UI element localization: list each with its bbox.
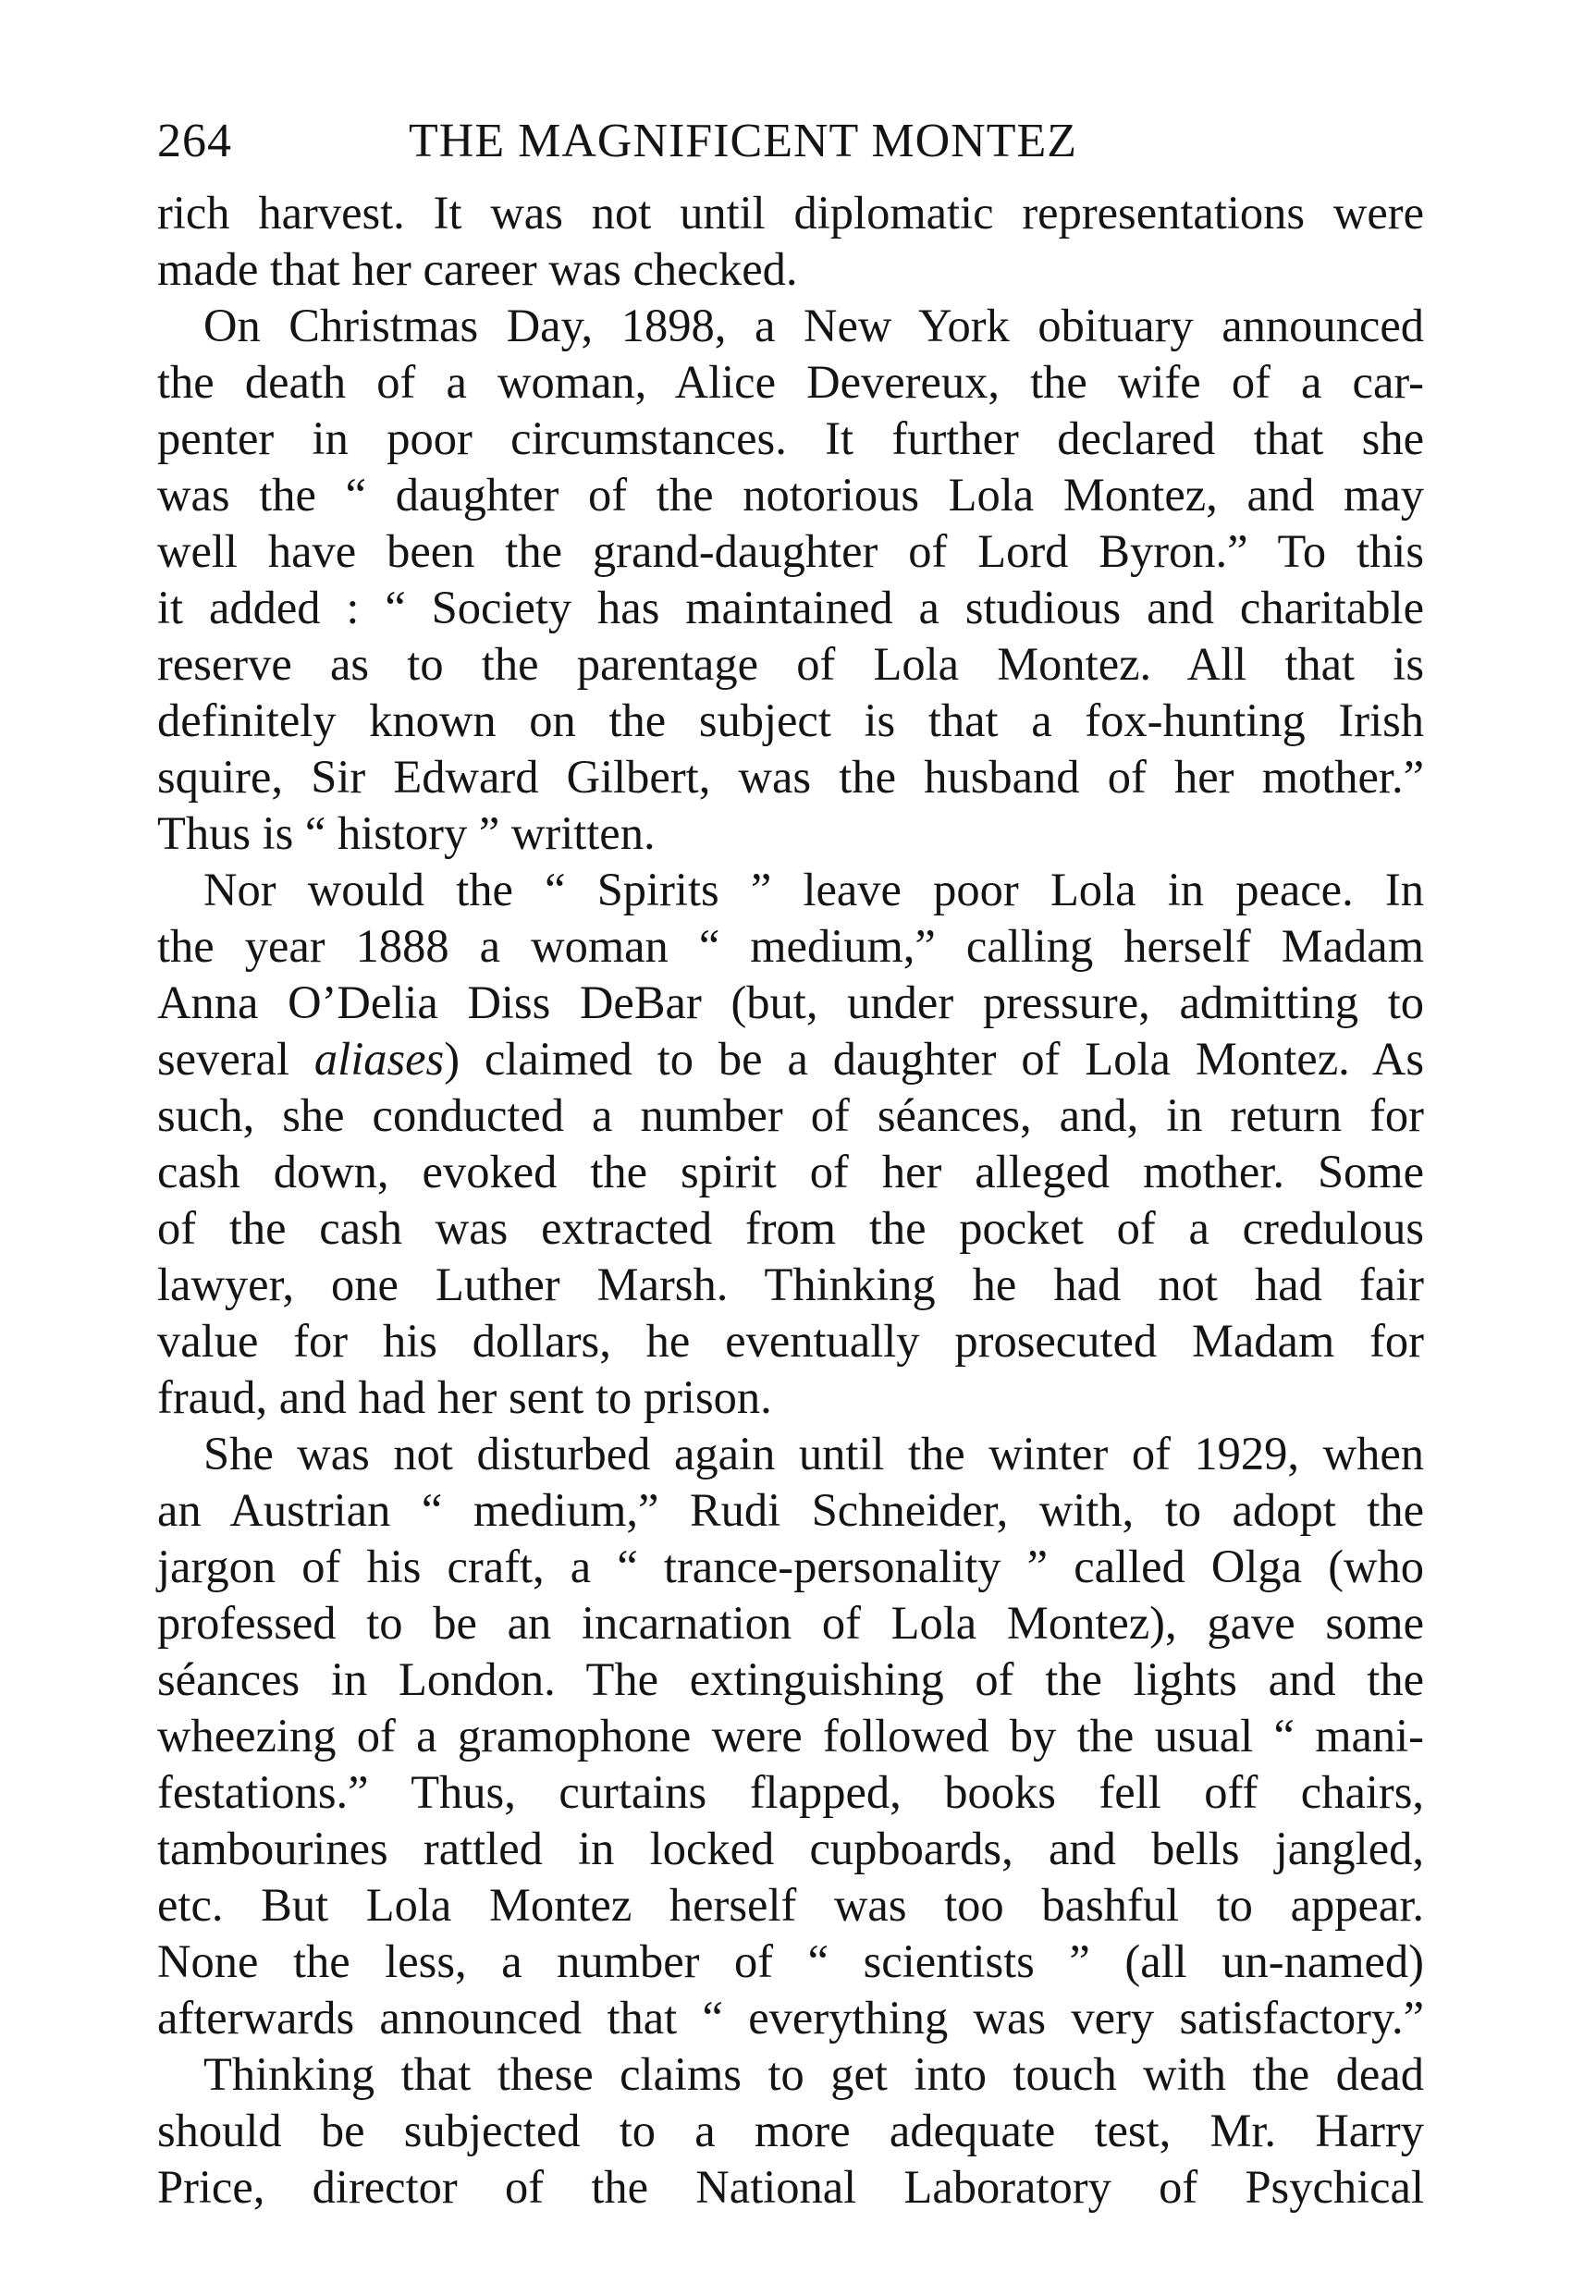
text-line: afterwards announced that “ everything was very satisfactory.” bbox=[157, 1992, 1424, 2044]
text-line: wheezing of a gramophone were followed by the usual “ mani- bbox=[157, 1710, 1424, 1762]
text-line: Thinking that these claims to get into touch with the dead bbox=[203, 2048, 1424, 2100]
text-line: professed to be an incarnation of Lola Montez), gave some bbox=[157, 1597, 1424, 1649]
text-line: well have been the grand-daughter of Lord Byron.” To this bbox=[157, 525, 1424, 577]
page-header bbox=[157, 109, 1424, 174]
text-line: Nor would the “ Spirits ” leave poor Lola in peace. In bbox=[203, 864, 1424, 915]
text-line: penter in poor circumstances. It further declared that she bbox=[157, 412, 1424, 464]
text-line: fraud, and had her sent to prison. bbox=[157, 1371, 772, 1423]
paragraph bbox=[157, 185, 1424, 298]
text-line: the year 1888 a woman “ medium,” calling herself Madam bbox=[157, 920, 1424, 972]
text-line: tambourines rattled in locked cupboards, and bells jangled, bbox=[157, 1823, 1424, 1874]
text-line: of the cash was extracted from the pocket of a credulous bbox=[157, 1202, 1424, 1254]
text-line: an Austrian “ medium,” Rudi Schneider, with, to adopt the bbox=[157, 1484, 1424, 1536]
text-line: was the “ daughter of the notorious Lola Montez, and may bbox=[157, 469, 1424, 521]
page-number: 264 bbox=[157, 115, 232, 167]
italic-word: aliases bbox=[313, 1033, 445, 1085]
text-line: She was not disturbed again until the winter of 1929, when bbox=[203, 1428, 1424, 1480]
text-line: it added : “ Society has maintained a studious and charitable bbox=[157, 582, 1424, 633]
text-line: lawyer, one Luther Marsh. Thinking he had not had fair bbox=[157, 1259, 1424, 1310]
paragraph bbox=[157, 1426, 1424, 2046]
text-line: definitely known on the subject is that a fox-hunting Irish bbox=[157, 694, 1424, 746]
text-line: value for his dollars, he eventually prosecuted Madam for bbox=[157, 1315, 1424, 1367]
text-line: Anna O’Delia Diss DeBar (but, under pressure, admitting to bbox=[157, 976, 1424, 1028]
text-line: squire, Sir Edward Gilbert, was the husband of her mother.” bbox=[157, 751, 1424, 803]
text-line: séances in London. The extinguishing of the lights and the bbox=[157, 1653, 1424, 1705]
text-line: cash down, evoked the spirit of her alleged mother. Some bbox=[157, 1146, 1424, 1197]
text-line: such, she conducted a number of séances, and, in return for bbox=[157, 1089, 1424, 1141]
text-line: should be subjected to a more adequate test, Mr. Harry bbox=[157, 2105, 1424, 2156]
text-line: Price, director of the National Laboratory of Psychical bbox=[157, 2161, 1424, 2213]
text-line: the death of a woman, Alice Devereux, the wife of a car- bbox=[157, 356, 1424, 408]
body-text bbox=[157, 185, 1424, 2216]
text-line: rich harvest. It was not until diplomatic representations were bbox=[157, 187, 1424, 239]
text-line: Thus is “ history ” written. bbox=[157, 807, 656, 859]
paragraph bbox=[157, 862, 1424, 1426]
text-line: None the less, a number of “ scientists ” (all un-named) bbox=[157, 1935, 1424, 1987]
text-line: festations.” Thus, curtains flapped, books fell off chairs, bbox=[157, 1766, 1424, 1818]
text-line: etc. But Lola Montez herself was too bashful to appear. bbox=[157, 1879, 1424, 1931]
paragraph bbox=[157, 298, 1424, 862]
text-line: reserve as to the parentage of Lola Montez. All that is bbox=[157, 638, 1424, 690]
text-line: jargon of his craft, a “ trance-personality ” called Olga (who bbox=[157, 1541, 1424, 1592]
paragraph bbox=[157, 2046, 1424, 2216]
text-line: On Christmas Day, 1898, a New York obituary announced bbox=[203, 300, 1424, 351]
running-head: THE MAGNIFICENT MONTEZ bbox=[409, 115, 1077, 167]
text-line: made that her career was checked. bbox=[157, 243, 798, 295]
text-line: several aliases) claimed to be a daughter of Lola Montez. As bbox=[157, 1033, 1424, 1085]
